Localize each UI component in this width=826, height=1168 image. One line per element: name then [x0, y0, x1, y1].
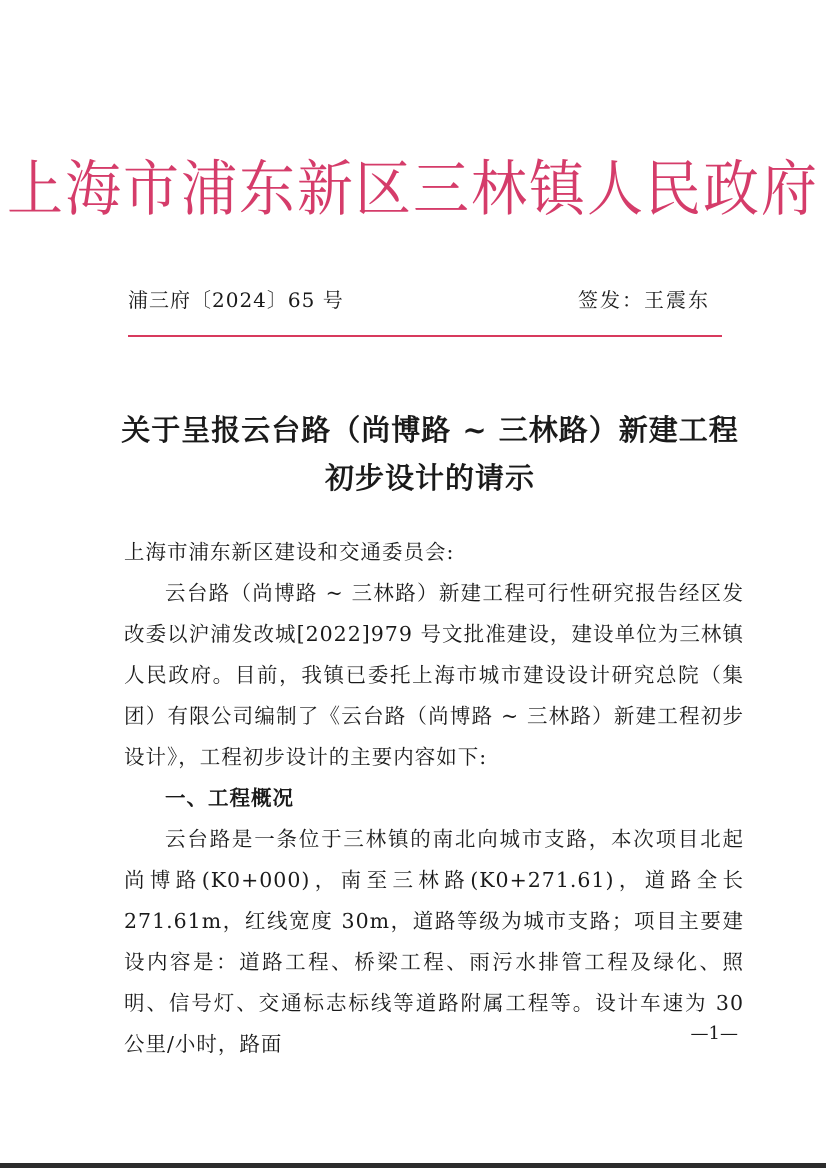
document-title [110, 406, 750, 502]
document-number: 浦三府〔2024〕65 号 [128, 288, 344, 312]
title-line-1: 关于呈报云台路（尚博路 ~ 三林路）新建工程 [121, 413, 739, 447]
body-paragraph-1: 云台路（尚博路 ~ 三林路）新建工程可行性研究报告经区发改委以沪浦发改城[2022]979 号文批准建设，建设单位为三林镇人民政府。目前，我镇已委托上海市城市建设设计研究总院（集团）有限公司编制了《云台路（尚博路 ~ 三林路）新建工程初步设计》，工程初步设计的主要内容如下: [124, 581, 744, 769]
government-masthead: 上海市浦东新区三林镇人民政府 [7, 154, 819, 225]
scan-bottom-edge [0, 1163, 826, 1168]
addressee: 上海市浦东新区建设和交通委员会: [124, 540, 455, 564]
body-paragraph-2: 云台路是一条位于三林镇的南北向城市支路，本次项目北起尚博路(K0+000)，南至三林路(K0+271.61)，道路全长 271.61m，红线宽度 30m，道路等级为城市支路；项目主要建设内容是：道路工程、桥梁工程、雨污水排管工程及绿化、照明、信号灯、交通标志标线等道路附属工程等。设计车速为 30 公里/小时，路面 [124, 827, 744, 1056]
page-number: —1— [690, 1023, 738, 1044]
signer-line: 签发：王震东 [578, 288, 710, 312]
title-line-2: 初步设计的请示 [324, 461, 535, 495]
section-heading-overview: 一、工程概况 [165, 786, 294, 810]
document-body [124, 532, 744, 1065]
red-divider-line [128, 335, 722, 337]
